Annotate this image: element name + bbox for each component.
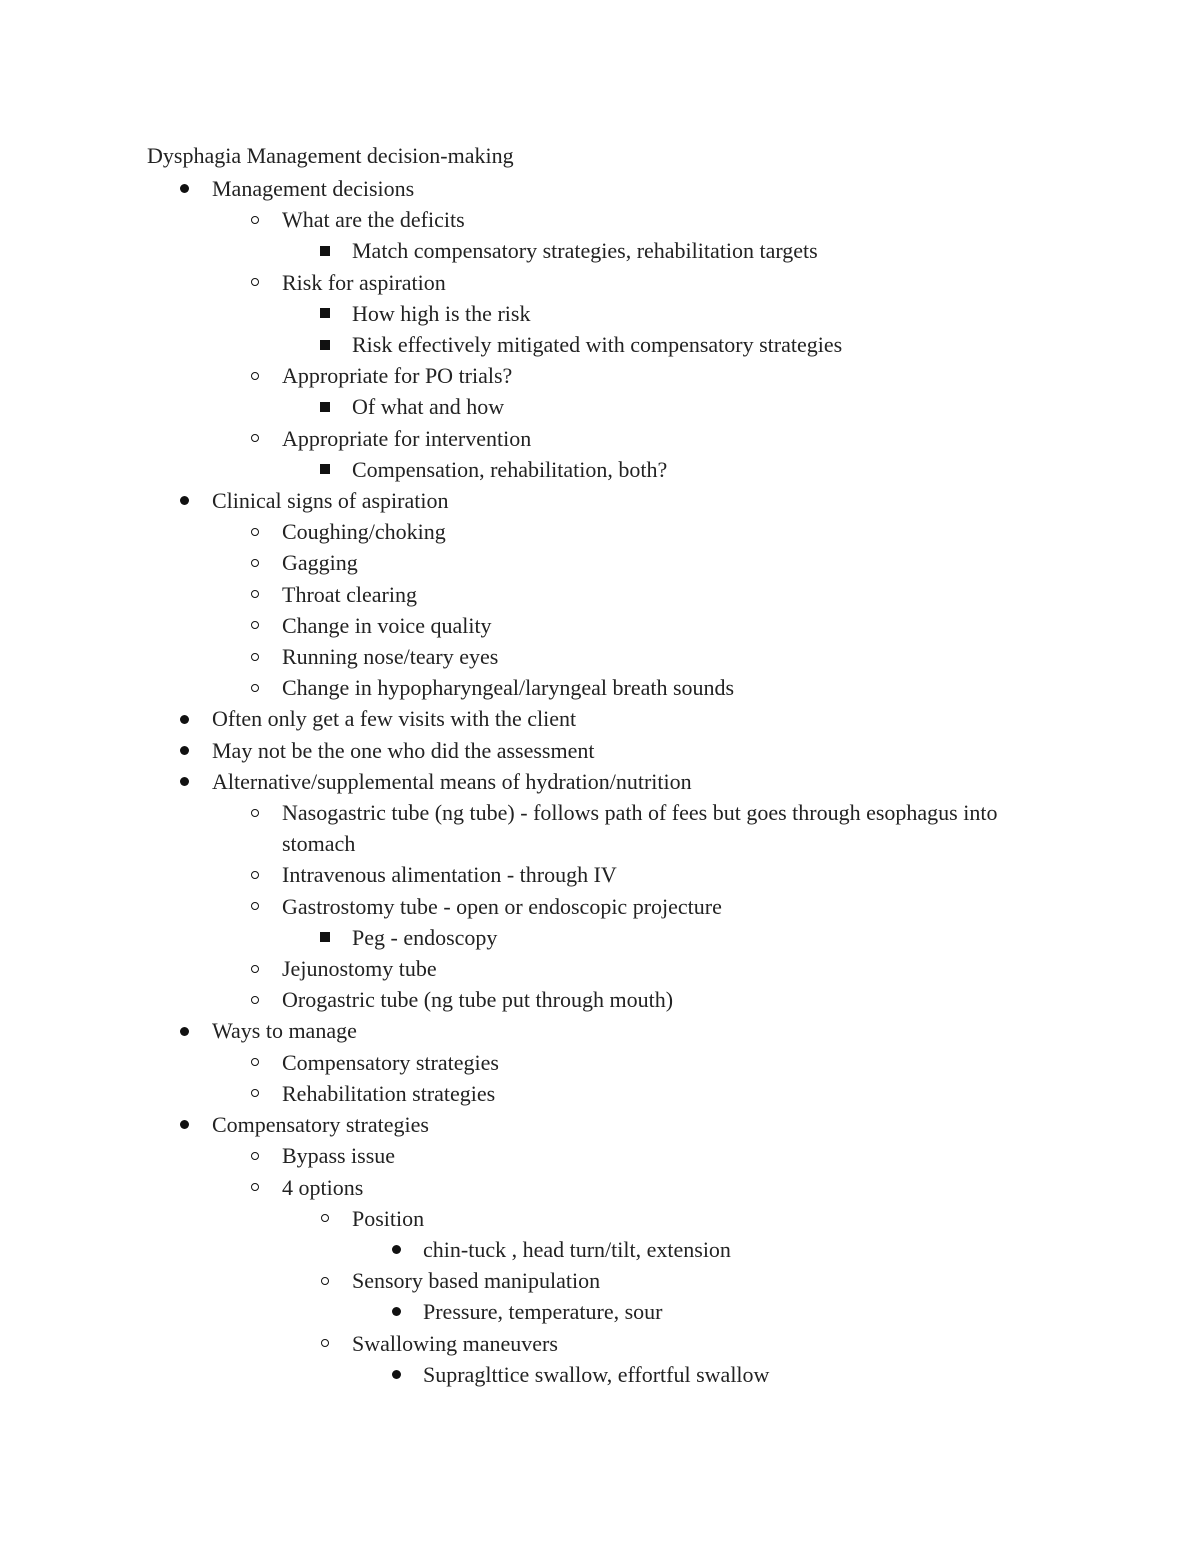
circle-bullet-icon — [247, 1172, 263, 1203]
disc-bullet-icon — [176, 1015, 192, 1046]
list-item-text: Compensatory strategies — [282, 1049, 499, 1075]
list-item-text: Gagging — [282, 550, 358, 576]
bullet-outline — [0, 173, 1200, 1390]
list-item — [0, 1047, 1200, 1078]
list-item — [0, 891, 1200, 922]
list-item-text: Appropriate for PO trials? — [282, 363, 513, 389]
square-bullet-icon — [317, 329, 333, 360]
disc-bullet-icon — [388, 1359, 404, 1390]
list-item — [0, 547, 1200, 578]
list-item-text: Sensory based manipulation — [352, 1268, 601, 1294]
disc-bullet-icon — [176, 703, 192, 734]
list-item-text: Risk for aspiration — [282, 269, 446, 295]
square-bullet-icon — [317, 298, 333, 329]
list-item-text: Throat clearing — [282, 581, 417, 607]
disc-bullet-icon — [176, 173, 192, 204]
list-item — [0, 1296, 1200, 1327]
square-bullet-icon — [317, 922, 333, 953]
list-item — [0, 859, 1200, 890]
list-item — [0, 485, 1200, 516]
circle-bullet-icon — [247, 672, 263, 703]
list-item — [0, 391, 1200, 422]
circle-bullet-icon — [247, 547, 263, 578]
circle-bullet-icon — [247, 953, 263, 984]
list-item — [0, 173, 1200, 204]
list-item — [0, 235, 1200, 266]
circle-bullet-icon — [247, 1078, 263, 1109]
disc-bullet-icon — [388, 1296, 404, 1327]
list-item-text: Appropriate for intervention — [282, 425, 532, 451]
list-item — [0, 298, 1200, 329]
list-item-text: Swallowing maneuvers — [352, 1330, 558, 1356]
list-item-text: Of what and how — [352, 394, 505, 420]
list-item-text: Compensatory strategies — [212, 1112, 429, 1138]
list-item-text: Pressure, temperature, sour — [423, 1299, 663, 1325]
list-item — [0, 641, 1200, 672]
list-item-text: Ways to manage — [212, 1018, 357, 1044]
circle-bullet-icon — [247, 797, 263, 828]
list-item-text: Intravenous alimentation - through IV — [282, 862, 617, 888]
list-item-text: May not be the one who did the assessment — [212, 737, 595, 763]
list-item — [0, 984, 1200, 1015]
list-item-text: Bypass issue — [282, 1143, 396, 1169]
circle-bullet-icon — [247, 360, 263, 391]
list-item — [0, 329, 1200, 360]
list-item-text: Peg - endoscopy — [352, 924, 498, 950]
disc-bullet-icon — [176, 485, 192, 516]
list-item-text: Management decisions — [212, 176, 415, 201]
circle-bullet-icon — [247, 516, 263, 547]
list-item — [0, 1140, 1200, 1171]
list-item — [0, 922, 1200, 953]
list-item — [0, 267, 1200, 298]
list-item — [0, 1109, 1200, 1140]
list-item-text: Risk effectively mitigated with compensatory strategies — [352, 332, 843, 358]
list-item — [0, 735, 1200, 766]
list-item — [0, 454, 1200, 485]
list-item — [0, 672, 1200, 703]
circle-bullet-icon — [247, 1047, 263, 1078]
circle-bullet-icon — [247, 984, 263, 1015]
circle-bullet-icon — [247, 423, 263, 454]
circle-bullet-icon — [247, 1140, 263, 1171]
list-item-text: Running nose/teary eyes — [282, 644, 499, 670]
circle-bullet-icon — [247, 859, 263, 890]
list-item — [0, 766, 1200, 797]
list-item-text: Supraglttice swallow, effortful swallow — [423, 1361, 770, 1387]
list-item — [0, 579, 1200, 610]
list-item — [0, 1359, 1200, 1390]
circle-bullet-icon — [247, 579, 263, 610]
square-bullet-icon — [317, 235, 333, 266]
list-item — [0, 1265, 1200, 1296]
circle-bullet-icon — [317, 1328, 333, 1359]
list-item — [0, 1172, 1200, 1203]
list-item-text: Compensation, rehabilitation, both? — [352, 456, 668, 482]
list-item — [0, 953, 1200, 984]
list-item-text: 4 options — [282, 1174, 364, 1200]
document-title: Dysphagia Management decision-making — [147, 143, 514, 168]
list-item — [0, 360, 1200, 391]
list-item-text: Nasogastric tube (ng tube) - follows path of fees but goes through esophagus into stomach — [282, 800, 998, 857]
disc-bullet-icon — [388, 1234, 404, 1265]
circle-bullet-icon — [317, 1265, 333, 1296]
circle-bullet-icon — [317, 1203, 333, 1234]
list-item — [0, 423, 1200, 454]
list-item — [0, 1078, 1200, 1109]
list-item — [0, 1328, 1200, 1359]
square-bullet-icon — [317, 454, 333, 485]
list-item-text: What are the deficits — [282, 207, 465, 233]
circle-bullet-icon — [247, 267, 263, 298]
disc-bullet-icon — [176, 1109, 192, 1140]
list-item-text: Change in voice quality — [282, 612, 492, 638]
list-item-text: Clinical signs of aspiration — [212, 488, 449, 514]
list-item — [0, 516, 1200, 547]
list-item-text: Often only get a few visits with the client — [212, 706, 577, 732]
list-item-text: Match compensatory strategies, rehabilitation targets — [352, 238, 818, 264]
circle-bullet-icon — [247, 641, 263, 672]
list-item-text: Coughing/choking — [282, 519, 446, 545]
circle-bullet-icon — [247, 891, 263, 922]
list-item-text: Orogastric tube (ng tube put through mouth) — [282, 987, 674, 1013]
list-item-text: How high is the risk — [352, 300, 531, 326]
list-item — [0, 703, 1200, 734]
list-item-text: Position — [352, 1205, 425, 1231]
list-item-text: Change in hypopharyngeal/laryngeal breath sounds — [282, 675, 735, 701]
circle-bullet-icon — [247, 204, 263, 235]
list-item-text: chin-tuck , head turn/tilt, extension — [423, 1236, 731, 1262]
list-item-text: Gastrostomy tube - open or endoscopic projecture — [282, 893, 722, 919]
circle-bullet-icon — [247, 610, 263, 641]
disc-bullet-icon — [176, 766, 192, 797]
list-item — [0, 1203, 1200, 1234]
disc-bullet-icon — [176, 735, 192, 766]
list-item — [0, 797, 1200, 859]
square-bullet-icon — [317, 391, 333, 422]
list-item — [0, 204, 1200, 235]
list-item-text: Jejunostomy tube — [282, 956, 437, 982]
list-item — [0, 1234, 1200, 1265]
list-item-text: Alternative/supplemental means of hydration/nutrition — [212, 768, 692, 794]
list-item — [0, 610, 1200, 641]
list-item — [0, 1015, 1200, 1046]
list-item-text: Rehabilitation strategies — [282, 1080, 496, 1106]
